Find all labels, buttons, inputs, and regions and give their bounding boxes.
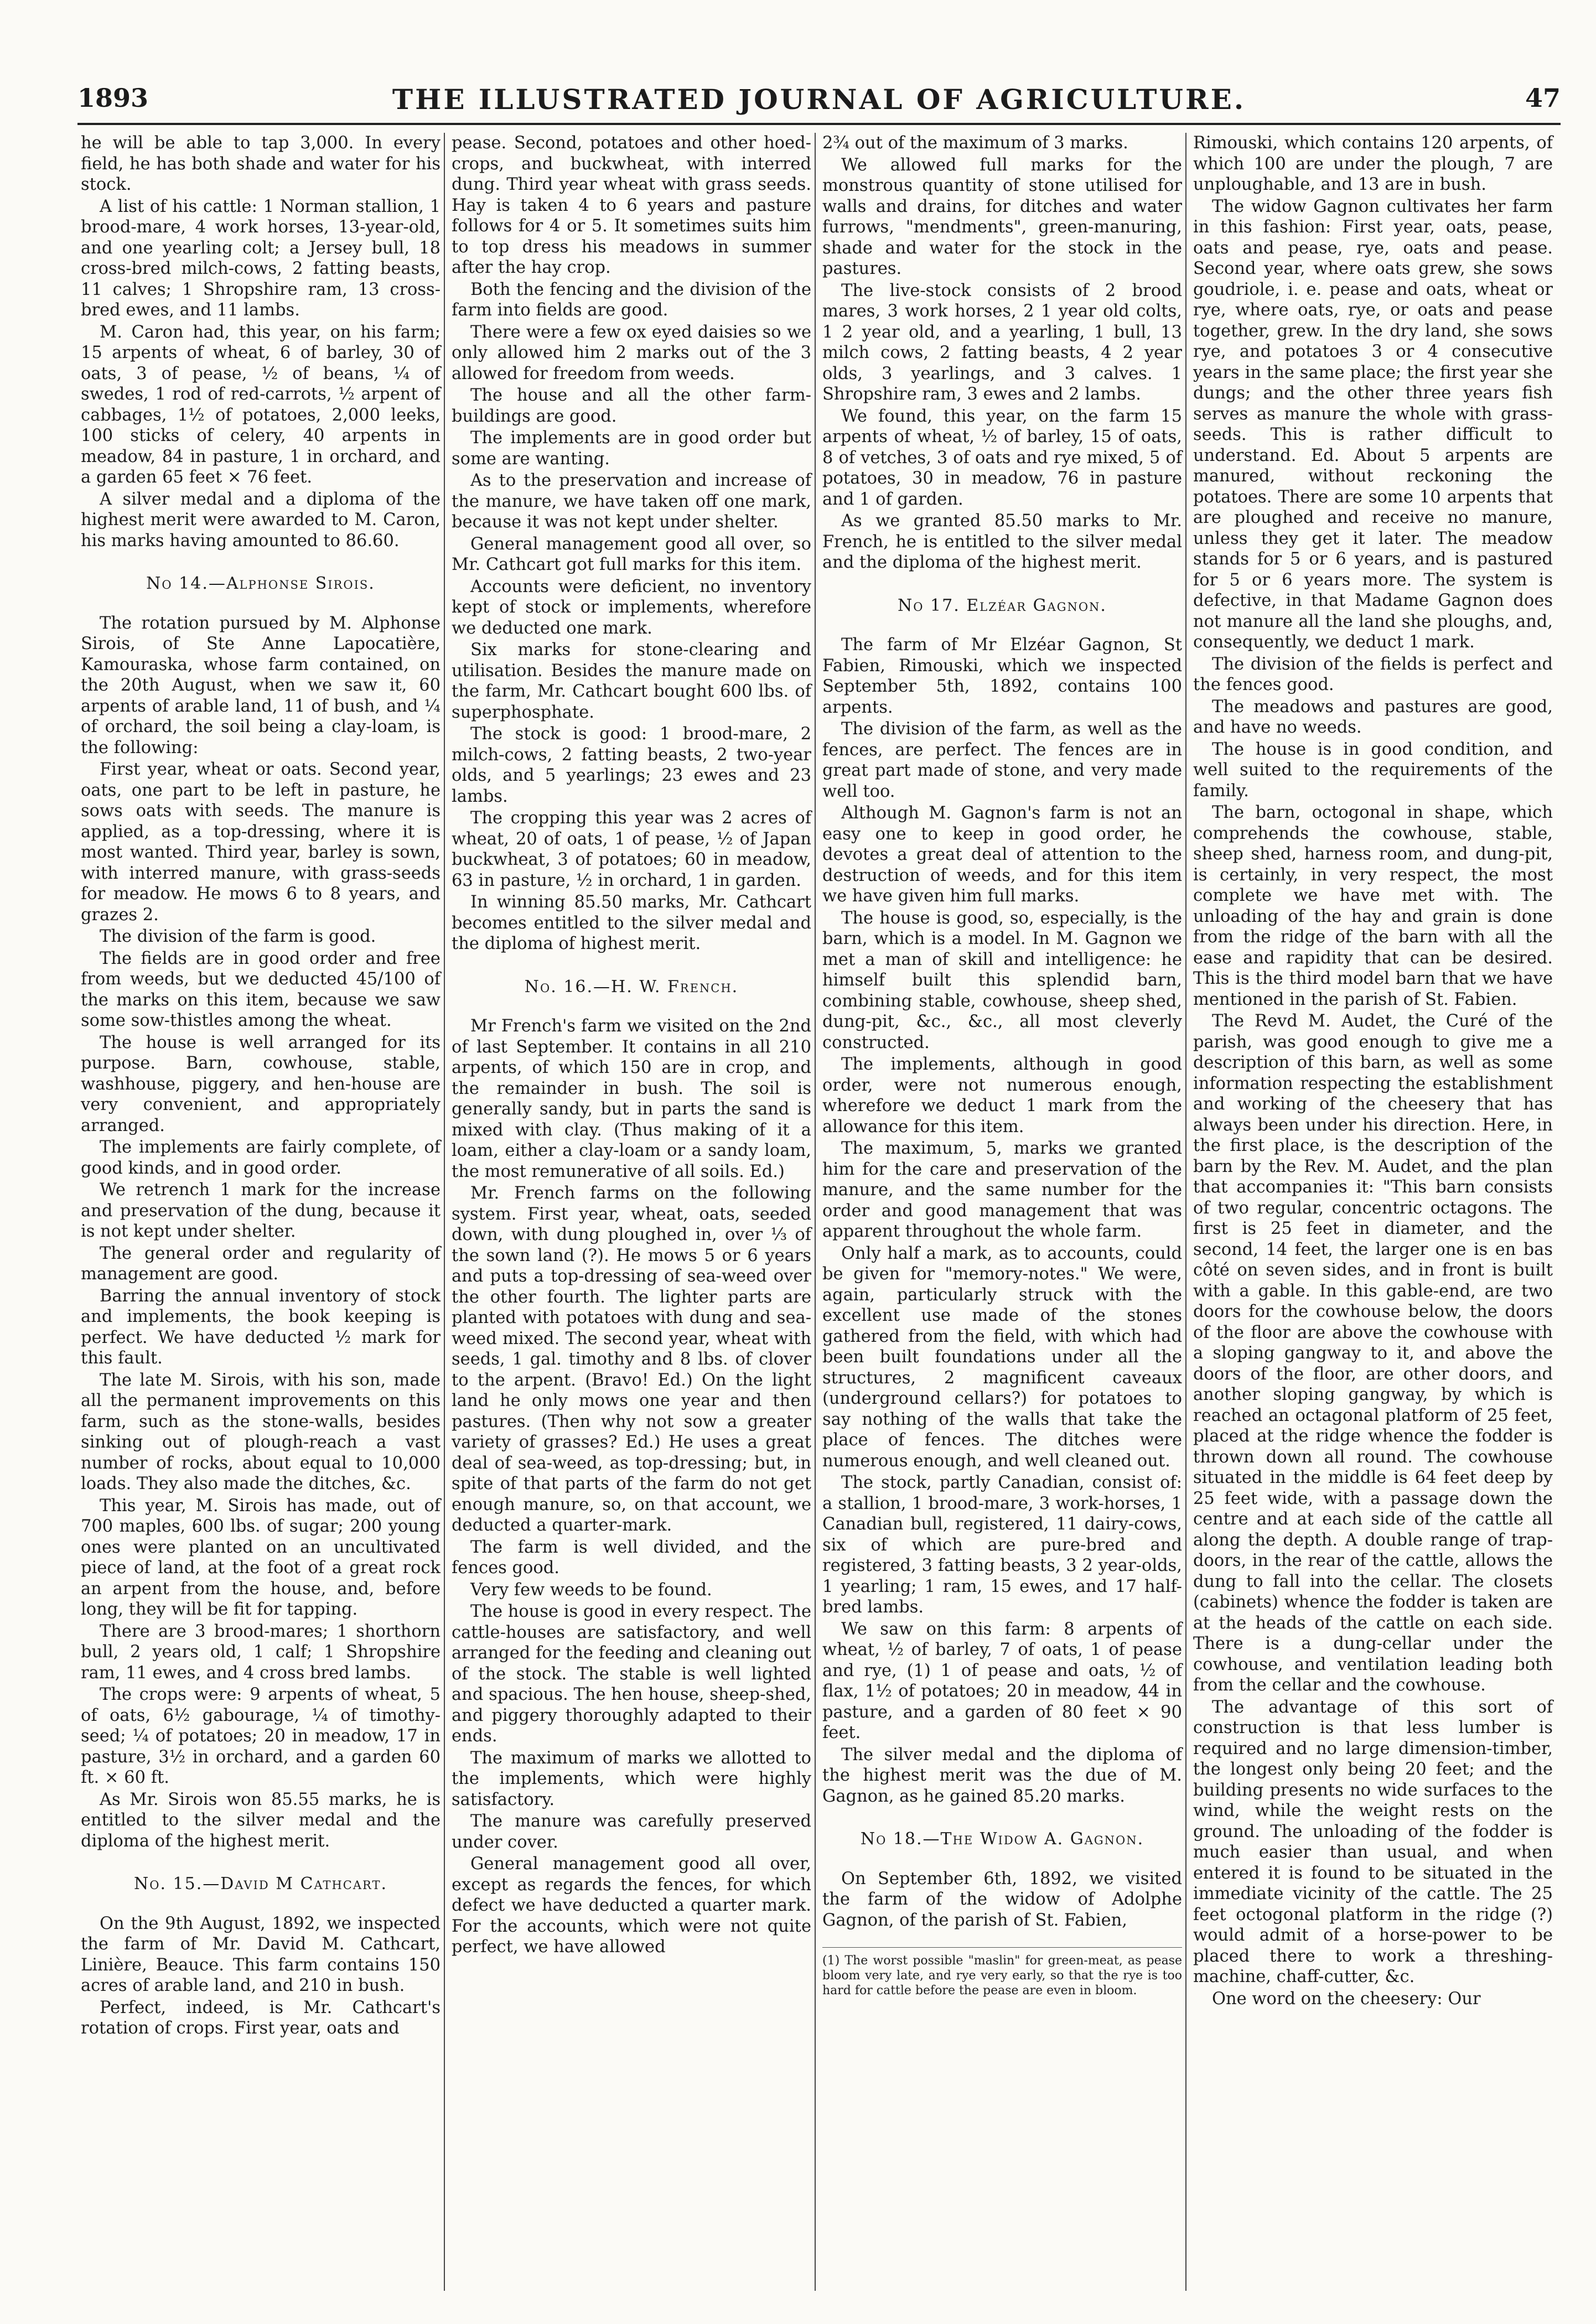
paragraph: pease. Second, potatoes and other hoed-crops, and buckwheat, with interred dung. Third year wheat with grass seeds. Hay is taken 4 to 6 years and pasture follows for 4 or 5. It sometimes suits him to top dress his meadows in summer after the hay crop. [452,133,811,277]
paragraph: The maximum, 5, marks we granted him for the care and preservation of the manure, and the same number for the order and good management that was apparent throughout the whole farm. [822,1139,1182,1241]
section-heading: No. 15.—David M Cathcart. [133,1874,388,1894]
column-3 [819,133,1185,2291]
paragraph: The house is good in every respect. The cattle-houses are satisfactory, and well arranged for the feeding and cleaning out of the stock. The stable is well lighted and spacious. The hen house, sheep-shed, and piggery thoroughly adapted to their ends. [452,1602,811,1746]
paragraph: The general order and regularity of management are good. [81,1243,441,1284]
paragraph: The implements, although in good order, were not numerous enough, wherefore we deduct 1 mark from the allowance for this item. [822,1055,1182,1137]
paragraph: There are 3 brood-mares; 1 shorthorn bull, 2 years old, 1 calf; 1 Shropshire ram, 11 ewes, and 4 cross bred lambs. [81,1621,441,1683]
paragraph: M. Caron had, this year, on his farm; 15 arpents of wheat, 6 of barley, 30 of oats, 3 of pease, ½ of beans, ¼ of swedes, 1 rod of red-carrots, ½ arpent of cabbages, 1½ of potatoes, 2,000 leeks, 100 sticks of celery, 40 arpents in meadow, 84 in pasture, 1 in orchard, and a garden 65 feet × 76 feet. [81,322,441,487]
paragraph: Barring the annual inventory of stock and implements, the book keeping is perfect. We have deducted ½ mark for this fault. [81,1286,441,1368]
paragraph: We allowed full marks for the monstrous quantity of stone utilised for walls and drains, for ditches and water furrows, "mendments", green-manuring, shade and water for the stock in the pastures. [822,155,1182,278]
paragraph: We found, this year, on the farm 15 arpents of wheat, ½ of barley, 15 of oats, 8 of vetches, 3 of oats and rye mixed, 5 of potatoes, 30 in meadow, 76 in pasture and 1 of garden. [822,406,1182,509]
paragraph: Both the fencing and the division of the farm into fields are good. [452,279,811,320]
header-page-number: 47 [1525,83,1561,113]
paragraph: The farm of Mr Elzéar Gagnon, St Fabien, Rimouski, which we inspected September 5th, 1892, contains 100 arpents. [822,635,1182,717]
paragraph: The division of the fields is perfect and the fences good. [1193,654,1553,694]
paragraph: The division of the farm, as well as the fences, are perfect. The fences are in great part made of stone, and very made well too. [822,719,1182,801]
paragraph: As Mr. Sirois won 85.55 marks, he is entitled to the silver medal and the diploma of the highest merit. [81,1789,441,1851]
paragraph: On the 9th August, 1892, we inspected the farm of Mr. David M. Cathcart, Linière, Beauce. This farm contains 150 acres of arable land, and 210 in bush. [81,1913,441,1995]
paragraph: The rotation pursued by M. Alphonse Sirois, of Ste Anne Lapocatière, Kamouraska, whose farm contained, on the 20th August, when we saw it, 60 arpents of arable land, 11 of bush, and ¼ of orchard, the soil being a clay-loam, is the following: [81,613,441,758]
paragraph: The maximum of marks we allotted to the implements, which were highly satisfactory. [452,1748,811,1809]
section-heading: No 17. Elzéar Gagnon. [898,595,1107,615]
paragraph: Although M. Gagnon's farm is not an easy one to keep in good order, he devotes a great deal of attention to the destruction of weeds, and for this item we have given him full marks. [822,803,1182,906]
paragraph: Accounts were deficient, no inventory kept of stock or implements, wherefore we deducted one mark. [452,577,811,638]
header-title: THE ILLUSTRATED JOURNAL OF AGRICULTURE. [392,83,1246,116]
header-rule [77,123,1561,125]
paragraph: The house is good, so, especially, is the barn, which is a model. In M. Gagnon we met a man of skill and intelligence: he himself built this splendid barn, combining stable, cowhouse, sheep shed, dung-pit, &c., &c., all most cleverly constructed. [822,908,1182,1052]
column-1 [77,133,444,2291]
column-divider [444,133,448,2291]
paragraph: The advantage of this sort of construction is that less lumber is required and no large dimension-timber, the longest only being 20 feet; and the building presents no wide surfaces to the wind, while the weight rests on the ground. The unloading of the fodder is much easier than usual, and when entered it is found to be situated in the immediate vicinity of the cattle. The 25 feet octogonal platform in the ridge (?) would admit of a horse-power to be placed there to work a threshing-machine, chaff-cutter, &c. [1193,1697,1553,1986]
paragraph: Very few weeds to be found. [470,1580,712,1600]
paragraph: As to the preservation and increase of the manure, we have taken off one mark, because it was not kept under shelter. [452,471,811,532]
paragraph: Six marks for stone-clearing and utilisation. Besides the manure made on the farm, Mr. Cathcart bought 600 lbs. of superphosphate. [452,640,811,722]
paragraph: One word on the cheesery: Our [1212,1989,1481,2009]
paragraph: The barn, octogonal in shape, which comprehends the cowhouse, stable, sheep shed, harness room, and dung-pit, is certainly, in very respect, the most complete we have met with. The unloading of the hay and grain is done from the ridge of the barn with all the ease and rapidity that can be desired. This is the third model barn that we have mentioned in the parish of St. Fabien. [1193,803,1553,1009]
paragraph: The silver medal and the diploma of the highest merit was the due of M. Gagnon, as he gained 85.20 marks. [822,1745,1182,1806]
column-4 [1190,133,1556,2291]
paragraph: We retrench 1 mark for the increase and preservation of the dung, because it is not kept under shelter. [81,1180,441,1241]
paragraph: The live-stock consists of 2 brood mares, 3 work horses, 2 1 year old colts, 1 2 year old, and a yearling, 1 bull, 13 milch cows, 2 fatting beasts, 4 2 year olds, 3 yearlings, and 3 calves. 1 Shropshire ram, 3 ewes and 2 lambs. [822,281,1182,404]
paragraph: As we granted 85.50 marks to Mr. French, he is entitled to the silver medal and the diploma of the highest merit. [822,511,1182,572]
section-heading: No 18.—The Widow A. Gagnon. [860,1829,1144,1849]
paragraph: he will be able to tap 3,000. In every field, he has both shade and water for his stock. [81,133,441,194]
paragraph: General management good all over, so Mr. Cathcart got full marks for this item. [452,534,811,574]
paragraph: The stock, partly Canadian, consist of: a stallion, 1 brood-mare, 3 work-horses, 1 Canadian bull, registered, 11 dairy-cows, six of which are pure-bred and registered, 3 fatting beasts, 3 2 year-olds, 1 yearling; 1 ram, 15 ewes, and 17 half-bred lambs. [822,1473,1182,1617]
header-year: 1893 [77,83,149,113]
paragraph: The cropping this year was 2 acres of wheat, 20 of oats, 1 of pease, ½ of Japan buckwheat, 3 of potatoes; 60 in meadow, 63 in pasture, ½ in orchard, 1 in garden. [452,808,811,890]
paragraph: A list of his cattle: 1 Norman stallion, 1 brood-mare, 4 work horses, 13-year-old, and one yearling colt; a Jersey bull, 18 cross-bred milch-cows, 2 fatting beasts, 11 calves; 1 Shropshire ram, 13 cross-bred ewes, and 11 lambs. [81,196,441,320]
paragraph: The late M. Sirois, with his son, made all the permanent improvements on this farm, such as the stone-walls, besides sinking out of plough-reach a vast number of rocks, about equal to 10,000 loads. They also made the ditches, &c. [81,1370,441,1493]
paragraph: The widow Gagnon cultivates her farm in this fashion: First year, oats, pease, oats and pease, rye, oats and pease. Second year, where oats grew, she sows goudriole, i. e. pease and oats, wheat or rye, where oats, rye, or oats and pease together, grew. In the dry land, she sows rye, and potatoes 3 or 4 consecutive years in the same place; the first year she dungs; and the other three years fish serves as manure the whole with grass-seeds. This is rather difficult to understand. Ed. About 5 arpents are manured, without reckoning the potatoes. There are some 10 arpents that are ploughed and receive no manure, unless they get it later. The meadow stands for 5 or 6 years, and is pastured for 5 or 6 years more. The system is defective, in that Madame Gagnon does not manure all the land she ploughs, and, consequently, we deduct 1 mark. [1193,196,1553,652]
paragraph: Only half a mark, as to accounts, could be given for "memory-notes." We were, again, particularly struck with the excellent use made of the stones gathered from the field, with which had been built foundations under all the structures, 2 magnificent caveaux (underground cellars?) for potatoes to say nothing of the walls that take the place of fences. The ditches were numerous enough, and well cleaned out. [822,1243,1182,1471]
paragraph: In winning 85.50 marks, Mr. Cathcart becomes entitled to the silver medal and the diploma of highest merit. [452,893,811,953]
paragraph: There were a few ox eyed daisies so we only allowed him 2 marks out of the 3 allowed for freedom from weeds. [452,322,811,383]
paragraph: The meadows and pastures are good, and have no weeds. [1193,697,1553,737]
paragraph: Perfect, indeed, is Mr. Cathcart's rotation of crops. First year, oats and [81,1998,441,2038]
paragraph: The Revd M. Audet, the Curé of the parish, was good enough to give me a description of this barn, as well as some information respecting the establishment and working of the cheesery that has always been under his direction. Here, in the first place, is the description of the barn by the Rev. M. Audet, and the plan that accompanies it: "This barn consists of two regular, concentric octagons. The first is 25 feet in diameter, and the second, 14 feet, the larger one is en bas côté on seven sides, and in front is built with a gable. In this gable-end, are two doors for the cowhouse below, the doors of the floor are above the cowhouse with a sloping gangway to it, and above the doors of the floor, are other doors, and another sloping gangway, by which is reached an octagonal platform of 25 feet, placed at the ridge whence the fodder is thrown down all round. The cowhouse situated in the middle is 64 feet deep by 25 feet wide, with a passage down the centre and at each side of the cattle all along the depth. A double range of trap-doors, in the rear of the cattle, allows the dung to fall into the cellar. The closets (cabinets) whence the fodder is taken are at the heads of the cattle on each side. There is a dung-cellar under the cowhouse, and ventilation leading both from the cellar and the cowhouse. [1193,1011,1553,1695]
paragraph: The implements are fairly complete, of good kinds, and in good order. [81,1138,441,1178]
paragraph: General management good all over, except as regards the fences, for which defect we have deducted a quarter mark. For the accounts, which were not quite perfect, we have allowed [452,1854,811,1957]
paragraph: The implements are in good order but some are wanting. [452,428,811,469]
paragraph: The crops were: 9 arpents of wheat, 5 of oats, 6½ gabourage, ¼ of timothy-seed; ¼ of potatoes; 20 in meadow, 17 in pasture, 3½ in orchard, and a garden 60 ft. × 60 ft. [81,1685,441,1787]
paragraph: The fields are in good order and free from weeds, but we deducted 45/100 of the marks on this item, because we saw some sow-thistles among the wheat. [81,948,441,1030]
paragraph: We saw on this farm: 8 arpents of wheat, ½ of barley, 7 of oats, 1 of pease and rye, (1) 1 of pease and oats, ½ of flax, 1½ of potatoes; 20 in meadow, 44 in pasture, and a garden of 80 feet × 90 feet. [822,1619,1182,1742]
paragraph: The farm is well divided, and the fences good. [452,1537,811,1578]
paragraph: Mr French's farm we visited on the 2nd of last September. It contains in all 210 arpents, of which 150 are in crop, and the remainder in bush. The soil is generally sandy, but in parts the sand is mixed with clay. (Thus making of it a loam, either a clay-loam or a sandy loam, the most remunerative of all soils. Ed.) [452,1016,811,1181]
paragraph: The stock is good: 1 brood-mare, 2 milch-cows, 2 fatting beasts, 2 two-year olds, and 5 yearlings; 23 ewes and 23 lambs. [452,724,811,806]
column-2 [448,133,815,2291]
footnote: (1) The worst possible "maslin" for green-meat, as pease bloom very late, and rye very early, so that the rye is too hard for cattle before the pease are even in bloom. [822,1947,1182,1998]
paragraph: A silver medal and a diploma of the highest merit were awarded to M. Caron, his marks having amounted to 86.60. [81,489,441,551]
paragraph: This year, M. Sirois has made, out of 700 maples, 600 lbs. of sugar; 200 young ones were planted on an uncultivated piece of land, at the foot of a great rock an arpent from the house, and, before long, they will be fit for tapping. [81,1496,441,1619]
article-columns [77,133,1566,2302]
paragraph: Rimouski, which contains 120 arpents, of which 100 are under the plough, 7 are unploughable, and 13 are in bush. [1193,133,1553,194]
paragraph: 2¾ out of the maximum of 3 marks. [822,133,1128,153]
page-header [77,83,1561,116]
column-divider [815,133,819,2291]
paragraph: The house and all the other farm-buildings are good. [452,386,811,426]
section-heading: No 14.—Alphonse Sirois. [146,574,375,593]
column-divider [1185,133,1190,2291]
paragraph: The house is well arranged for its purpose. Barn, cowhouse, stable, washhouse, piggery, and hen-house are very convenient, and appropriately arranged. [81,1033,441,1135]
paragraph: The house is in good condition, and well suited to the requirements of the family. [1193,739,1553,801]
paragraph: The manure was carefully preserved under cover. [452,1812,811,1852]
paragraph: Mr. French farms on the following system. First year, wheat, oats, seeded down, with dung ploughed in, over ⅓ of the sown land (?). He mows 5 or 6 years and puts a top-dressing of sea-weed over the other fourth. The lighter parts are planted with potatoes with dung and sea-weed mixed. The second year, wheat with seeds, 1 gal. timothy and 8 lbs. of clover to the arpent. (Bravo! Ed.) On the light land he only mows one year and then pastures. (Then why not sow a greater variety of grasses? Ed.) He uses a great deal of sea-weed, as top-dressing; but, in spite of that parts of the farm do not get enough manure, so, on that account, we deducted a quarter-mark. [452,1184,811,1535]
section-heading: No. 16.—H. W. French. [524,977,739,997]
paragraph: The division of the farm is good. [100,927,376,946]
paragraph: On September 6th, 1892, we visited the farm of the widow of Adolphe Gagnon, of the parish of St. Fabien, [822,1869,1182,1930]
paragraph: First year, wheat or oats. Second year, oats, one part to be left in pasture, he sows oats with seeds. The manure is applied, as a top-dressing, where it is most wanted. Third year, barley is sown, with interred manure, with grass-seeds for meadow. He mows 6 to 8 years, and grazes 2. [81,760,441,925]
